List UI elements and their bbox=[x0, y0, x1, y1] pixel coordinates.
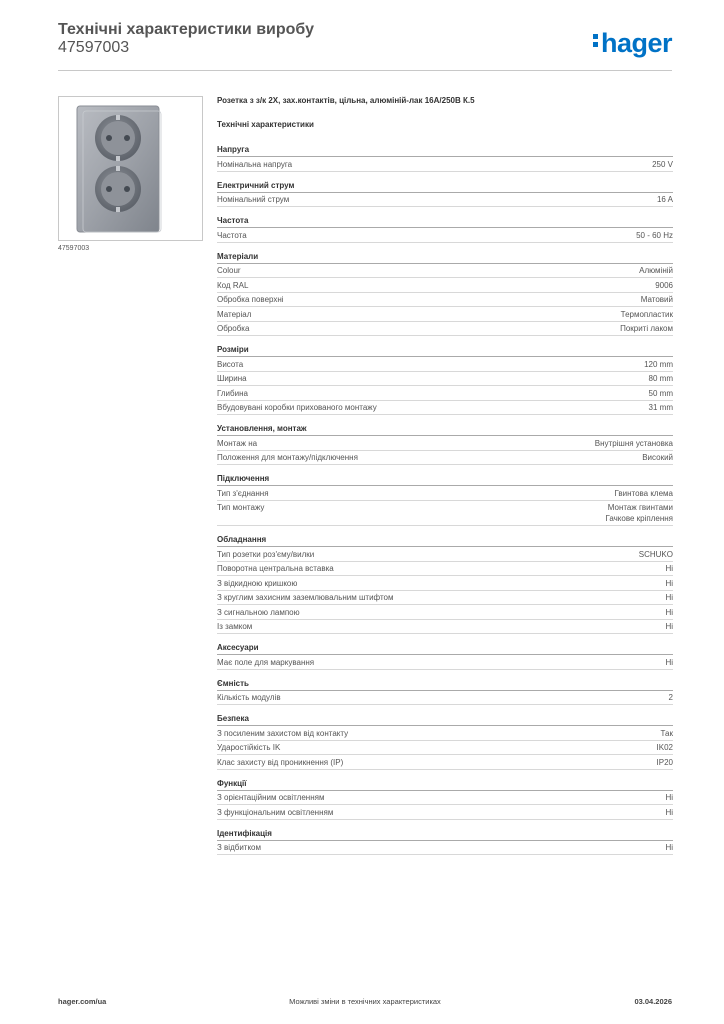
spec-value: 16 A bbox=[656, 195, 673, 204]
spec-key: Поворотна центральна вставка bbox=[217, 564, 334, 573]
spec-value: Високий bbox=[642, 453, 673, 462]
spec-key: Colour bbox=[217, 266, 241, 275]
spec-key: Обробка поверхні bbox=[217, 295, 284, 304]
product-code: 47597003 bbox=[58, 39, 130, 56]
group-title: Частота bbox=[217, 215, 673, 228]
spec-key: Монтаж на bbox=[217, 438, 258, 448]
spec-row bbox=[217, 436, 673, 451]
product-image bbox=[58, 96, 203, 241]
spec-group bbox=[217, 251, 673, 337]
spec-row bbox=[217, 591, 673, 606]
spec-row bbox=[217, 386, 673, 401]
spec-row bbox=[217, 264, 673, 279]
spec-row bbox=[217, 741, 673, 756]
spec-key: З круглим захисним заземлювальним штифтом bbox=[217, 593, 394, 602]
spec-group bbox=[217, 778, 673, 820]
spec-value: IK02 bbox=[656, 743, 673, 752]
spec-key: Тип з'єднання bbox=[217, 488, 269, 498]
spec-row bbox=[217, 278, 673, 293]
double-socket-image bbox=[59, 97, 202, 240]
spec-row bbox=[217, 691, 673, 706]
spec-key: З посиленим захистом від контакту bbox=[217, 728, 349, 738]
spec-value: 120 mm bbox=[644, 359, 673, 369]
spec-row bbox=[217, 372, 673, 387]
spec-value: Внутрішня установка bbox=[594, 438, 673, 448]
spec-key: Номінальна напруга bbox=[217, 159, 293, 169]
spec-row bbox=[217, 655, 673, 670]
spec-row bbox=[217, 501, 673, 527]
spec-group bbox=[217, 423, 673, 465]
spec-value: Термопластик bbox=[620, 309, 673, 319]
spec-row bbox=[217, 401, 673, 416]
product-title: Розетка з з/к 2X, зах.контактів, цільна, алюміній-лак 16A/250В К.5 bbox=[217, 96, 475, 105]
spec-row bbox=[217, 841, 673, 856]
spec-value: IP20 bbox=[656, 757, 673, 767]
spec-row bbox=[217, 193, 673, 208]
group-title: Електричний струм bbox=[217, 180, 673, 193]
spec-content bbox=[217, 96, 673, 863]
spec-groups bbox=[217, 144, 673, 855]
group-title: Розміри bbox=[217, 344, 673, 357]
spec-row bbox=[217, 293, 673, 308]
spec-key: Тип розетки роз'єму/вилки bbox=[217, 549, 315, 559]
spec-value: SCHUKO bbox=[638, 549, 673, 559]
spec-value: 2 bbox=[668, 693, 673, 702]
spec-row bbox=[217, 547, 673, 562]
spec-value: Ні bbox=[665, 622, 673, 631]
spec-key: З орієнтаційним освітленням bbox=[217, 793, 325, 802]
spec-row bbox=[217, 486, 673, 501]
spec-key: Клас захисту від проникнення (IP) bbox=[217, 757, 344, 767]
spec-value: 250 V bbox=[652, 159, 673, 169]
spec-value: Алюміній bbox=[639, 266, 673, 275]
spec-group bbox=[217, 144, 673, 172]
spec-row bbox=[217, 791, 673, 806]
hager-logo bbox=[593, 28, 672, 59]
spec-value: Ні bbox=[665, 657, 673, 667]
spec-value: 80 mm bbox=[648, 374, 673, 383]
spec-key: Обробка bbox=[217, 324, 250, 333]
group-title: Безпека bbox=[217, 713, 673, 726]
spec-key: Положення для монтажу/підключення bbox=[217, 453, 358, 462]
spec-value: Монтаж гвинтами Гачкове кріплення bbox=[605, 503, 673, 523]
spec-group bbox=[217, 678, 673, 706]
spec-row bbox=[217, 451, 673, 466]
spec-key: З функціональним освітленням bbox=[217, 807, 334, 817]
spec-row bbox=[217, 157, 673, 172]
spec-row bbox=[217, 562, 673, 577]
spec-group bbox=[217, 215, 673, 243]
spec-row bbox=[217, 576, 673, 591]
footer-disclaimer: Можливі зміни в технічних характеристиках bbox=[289, 997, 441, 1006]
spec-value: Покриті лаком bbox=[620, 324, 673, 333]
footer-date: 03.04.2026 bbox=[634, 997, 672, 1006]
spec-row bbox=[217, 726, 673, 741]
spec-row bbox=[217, 322, 673, 337]
logo-colon-icon bbox=[593, 31, 598, 50]
spec-key: Має поле для маркування bbox=[217, 657, 315, 667]
spec-key: Вбудовувані коробки прихованого монтажу bbox=[217, 403, 377, 412]
footer-website: hager.com/ua bbox=[58, 997, 107, 1006]
spec-group bbox=[217, 713, 673, 770]
group-title: Ємність bbox=[217, 678, 673, 691]
spec-value: Ні bbox=[665, 578, 673, 588]
group-title: Функції bbox=[217, 778, 673, 791]
spec-key: Із замком bbox=[217, 622, 253, 631]
spec-key: Частота bbox=[217, 230, 247, 240]
group-title: Підключення bbox=[217, 473, 673, 486]
spec-row bbox=[217, 755, 673, 770]
group-title: Матеріали bbox=[217, 251, 673, 264]
section-label: Технічні характеристики bbox=[217, 120, 314, 129]
spec-key: Ударостійкість IK bbox=[217, 743, 281, 752]
spec-value: Ні bbox=[665, 793, 673, 802]
spec-group bbox=[217, 642, 673, 670]
spec-row bbox=[217, 357, 673, 372]
spec-value: Ні bbox=[665, 607, 673, 617]
page-header bbox=[58, 20, 672, 71]
spec-value: Гвинтова клема bbox=[614, 488, 673, 498]
spec-row bbox=[217, 228, 673, 243]
spec-value: 50 mm bbox=[648, 388, 673, 398]
group-title: Ідентифікація bbox=[217, 828, 673, 841]
group-title: Напруга bbox=[217, 144, 673, 157]
spec-value: 50 - 60 Hz bbox=[636, 230, 673, 240]
spec-key: Кількість модулів bbox=[217, 693, 281, 702]
spec-group bbox=[217, 828, 673, 856]
spec-key: Глибина bbox=[217, 388, 248, 398]
spec-key: Номінальний струм bbox=[217, 195, 290, 204]
spec-group bbox=[217, 473, 673, 526]
spec-value: Ні bbox=[665, 593, 673, 602]
group-title: Обладнання bbox=[217, 534, 673, 547]
spec-value: 9006 bbox=[655, 280, 673, 290]
logo-text: hager bbox=[600, 28, 672, 58]
group-title: Установлення, монтаж bbox=[217, 423, 673, 436]
spec-group bbox=[217, 344, 673, 415]
spec-key: З відбитком bbox=[217, 843, 262, 852]
spec-key: З сигнальною лампою bbox=[217, 607, 300, 617]
spec-value: Ні bbox=[665, 843, 673, 852]
spec-key: Ширина bbox=[217, 374, 247, 383]
spec-row bbox=[217, 805, 673, 820]
spec-key: З відкидною кришкою bbox=[217, 578, 298, 588]
spec-key: Матеріал bbox=[217, 309, 252, 319]
spec-group bbox=[217, 180, 673, 208]
spec-group bbox=[217, 534, 673, 634]
image-caption: 47597003 bbox=[58, 245, 90, 252]
spec-value: Ні bbox=[665, 564, 673, 573]
spec-row bbox=[217, 307, 673, 322]
spec-key: Висота bbox=[217, 359, 244, 369]
group-title: Аксесуари bbox=[217, 642, 673, 655]
spec-row bbox=[217, 620, 673, 635]
spec-value: 31 mm bbox=[648, 403, 673, 412]
spec-key: Тип монтажу bbox=[217, 503, 265, 512]
spec-key: Код RAL bbox=[217, 280, 249, 290]
spec-value: Матовий bbox=[640, 295, 673, 304]
spec-value: Так bbox=[660, 728, 673, 738]
page-title: Технічні характеристики виробу bbox=[58, 21, 314, 38]
spec-value: Ні bbox=[665, 807, 673, 817]
spec-row bbox=[217, 605, 673, 620]
